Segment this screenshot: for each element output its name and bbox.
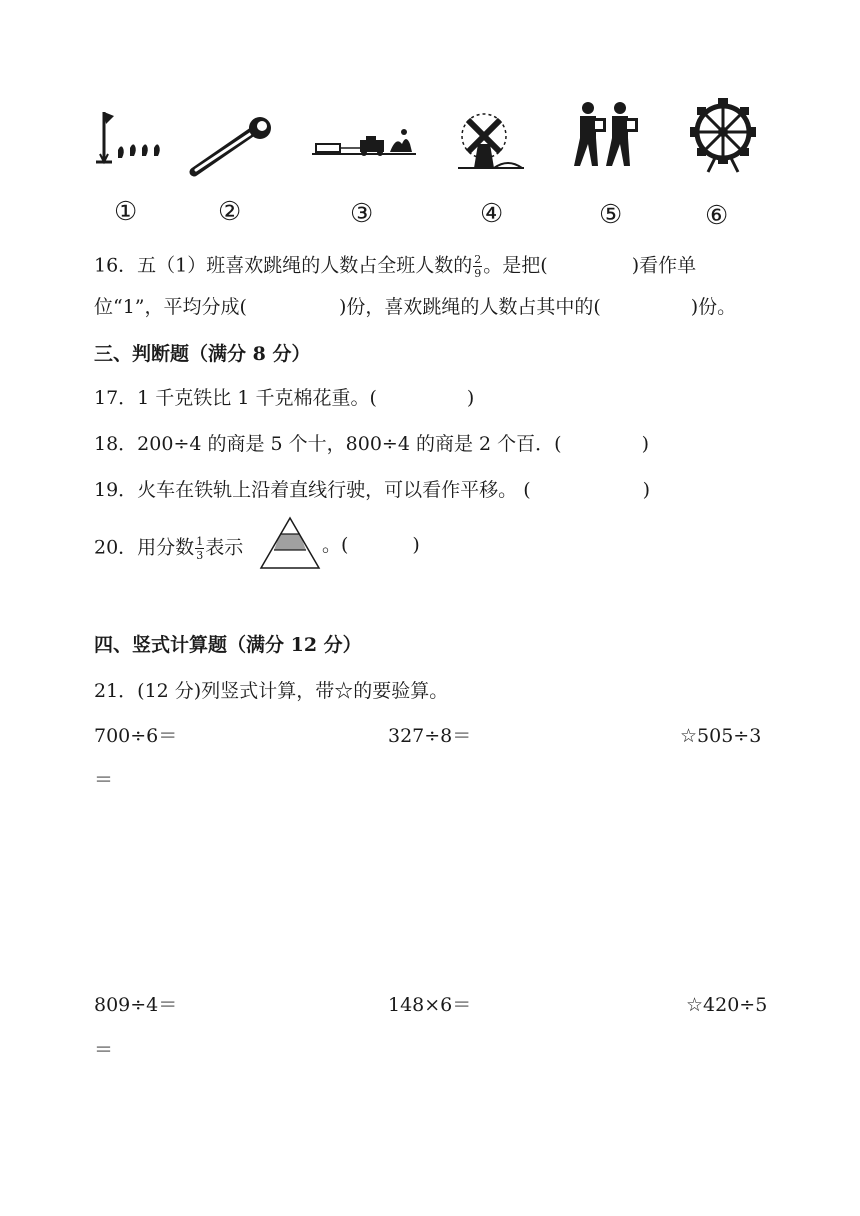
question-19-text: 19．火车在铁轨上沿着直线行驶，可以看作平移。 ( [94, 479, 531, 501]
question-16-text: 16．五（1）班喜欢跳绳的人数占全班人数的 [94, 254, 473, 277]
question-17 [94, 389, 474, 408]
question-21-header: 21．(12 分)列竖式计算，带☆的要验算。 [94, 680, 449, 702]
section-3-title: 三、判断题（满分 8 分） [94, 343, 311, 365]
fraction-numerator: 1 [196, 535, 204, 548]
flag-bottles-icon [92, 104, 172, 174]
question-20-text-c: 。( [322, 534, 349, 556]
calc-item-5: 148×6＝ [388, 994, 472, 1016]
windmill-icon [454, 110, 526, 172]
question-16-text-b: 。是把( [483, 254, 548, 277]
question-20 [94, 536, 243, 561]
calc-item-4: 809÷4＝ [94, 994, 178, 1016]
calc-item-3: ☆505÷3 [680, 725, 762, 747]
fraction-two-ninths [473, 254, 482, 279]
calc-item-6-equals: ＝ [94, 1039, 114, 1061]
question-16-line2-c: )份。 [690, 296, 737, 318]
question-17-close: ) [466, 387, 475, 409]
car-train-icon [312, 124, 416, 160]
question-20-close: ) [412, 534, 420, 556]
calc-item-3-equals: ＝ [94, 769, 114, 791]
question-16-line-1 [94, 254, 696, 279]
question-16-line-2 [94, 298, 736, 317]
picture-label-5: ⑤ [599, 200, 623, 230]
question-20-text: 20．用分数 [94, 536, 195, 559]
question-18-text: 18．200÷4 的商是 5 个十，800÷4 的商是 2 个百．( [94, 433, 562, 455]
question-19 [94, 481, 650, 500]
fraction-denominator: 9 [474, 267, 482, 280]
question-17-text: 17．1 千克铁比 1 千克棉花重。( [94, 387, 377, 409]
fraction-one-third [195, 536, 204, 561]
question-20-tail [322, 536, 420, 555]
question-16-text-c: )看作单 [631, 254, 697, 277]
question-18 [94, 435, 649, 454]
question-19-close: ) [642, 479, 651, 501]
picture-label-6: ⑥ [705, 201, 729, 231]
picture-label-3: ③ [350, 199, 374, 229]
fraction-denominator: 3 [196, 549, 204, 562]
question-16-line2-b: )份，喜欢跳绳的人数占其中的( [338, 296, 601, 318]
triangle-shape-icon [259, 516, 321, 570]
question-16-line2-a: 位“1”，平均分成( [94, 296, 247, 318]
question-20-text-b: 表示 [205, 536, 244, 559]
ferris-wheel-icon [686, 98, 760, 174]
calc-item-6: ☆420÷5 [686, 994, 768, 1016]
picture-label-2: ② [218, 197, 242, 227]
calc-item-2: 327÷8＝ [388, 725, 472, 747]
fraction-numerator: 2 [474, 253, 482, 266]
picture-label-4: ④ [480, 199, 504, 229]
question-18-close: ) [641, 433, 649, 455]
movers-icon [570, 100, 646, 172]
wrench-icon [188, 116, 278, 178]
picture-label-1: ① [114, 197, 138, 227]
calc-item-1: 700÷6＝ [94, 725, 178, 747]
section-4-title: 四、竖式计算题（满分 12 分） [94, 634, 362, 656]
